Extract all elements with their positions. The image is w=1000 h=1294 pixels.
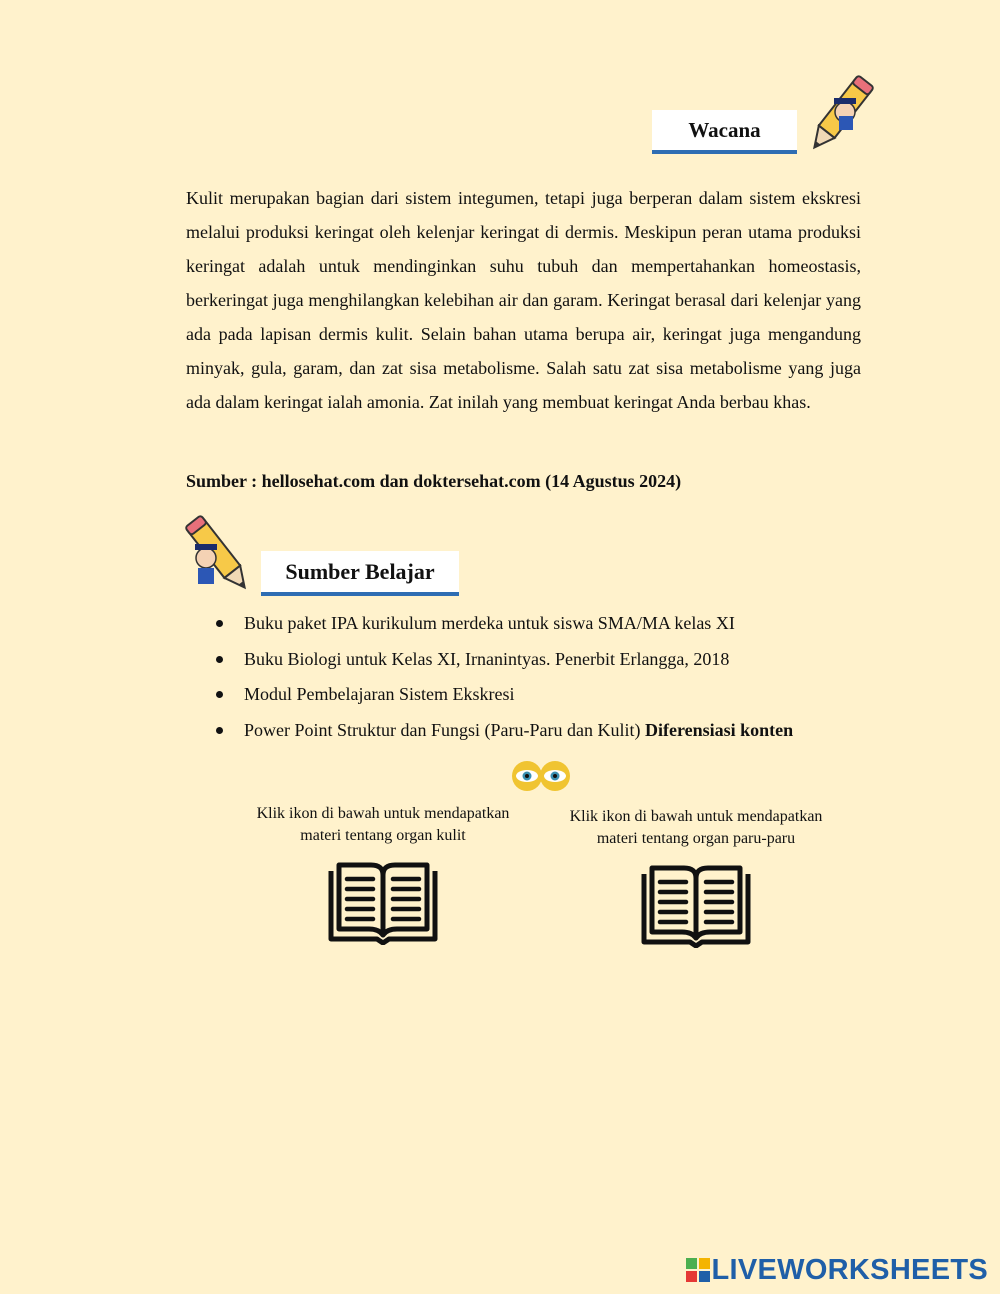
sumber-belajar-heading [261,551,459,596]
resource-text: Modul Pembelajaran Sistem Ekskresi [244,684,515,704]
resource-list [186,608,906,750]
open-book-icon-kulit[interactable] [327,859,439,945]
resource-text-bold: Diferensiasi konten [644,719,794,740]
kulit-caption-line2: materi tentang organ kulit [300,827,466,844]
resource-text: Buku paket IPA kurikulum merdeka untuk siswa SMA/MA kelas XI [244,613,735,633]
kulit-link-block [228,803,538,945]
list-item [186,715,906,751]
bullet-icon [216,620,223,627]
wacana-heading-text: Wacana [688,117,761,142]
list-item [186,608,906,644]
paru-link-block [541,806,851,948]
resource-text: Buku Biologi untuk Kelas XI, Irnanintyas. Penerbit Erlangga, 2018 [244,648,730,669]
bullet-icon [216,727,223,734]
bullet-icon [216,656,223,663]
sumber-belajar-heading-text: Sumber Belajar [285,558,435,584]
resource-text: Power Point Struktur dan Fungsi (Paru-Paru dan Kulit) [244,719,645,740]
wacana-paragraph: Kulit merupakan bagian dari sistem integumen, tetapi juga berperan dalam sistem ekskresi melalui produksi keringat oleh kelenjar keringat di dermis. Meskipun peran utama produksi keringat adalah untuk mendinginkan suhu tubuh dan mempertahankan homeostasis, berkeringat juga menghilangkan kelebihan air dan garam. Keringat berasal dari kelenjar yang ada pada lapisan dermis kulit. Selain bahan utama berupa air, keringat juga mengandung minyak, gula, garam, dan zat sisa metabolisme. Salah satu zat sisa metabolisme yang juga ada dalam keringat ialah amonia. Zat inilah yang membuat keringat Anda berbau khas. [186,188,861,412]
liveworksheets-brand[interactable] [686,1252,989,1288]
list-item [186,679,906,715]
pencil-mascot-icon [176,512,264,600]
wacana-source: Sumber : hellosehat.com dan doktersehat.com (14 Agustus 2024) [186,471,682,491]
pencil-mascot-icon [795,72,883,160]
paru-caption-line1: Klik ikon di bawah untuk mendapatkan [569,808,823,825]
paru-caption-line2: materi tentang organ paru-paru [596,830,796,847]
brand-text: LIVEWORKSHEETS [711,1253,988,1286]
liveworksheets-logo-icon [686,1258,710,1282]
kulit-caption-line1: Klik ikon di bawah untuk mendapatkan [256,805,510,822]
list-item [186,644,906,680]
wacana-heading [652,110,797,154]
eyes-icon [511,760,571,792]
open-book-icon-paru[interactable] [640,862,752,948]
bullet-icon [216,691,223,698]
